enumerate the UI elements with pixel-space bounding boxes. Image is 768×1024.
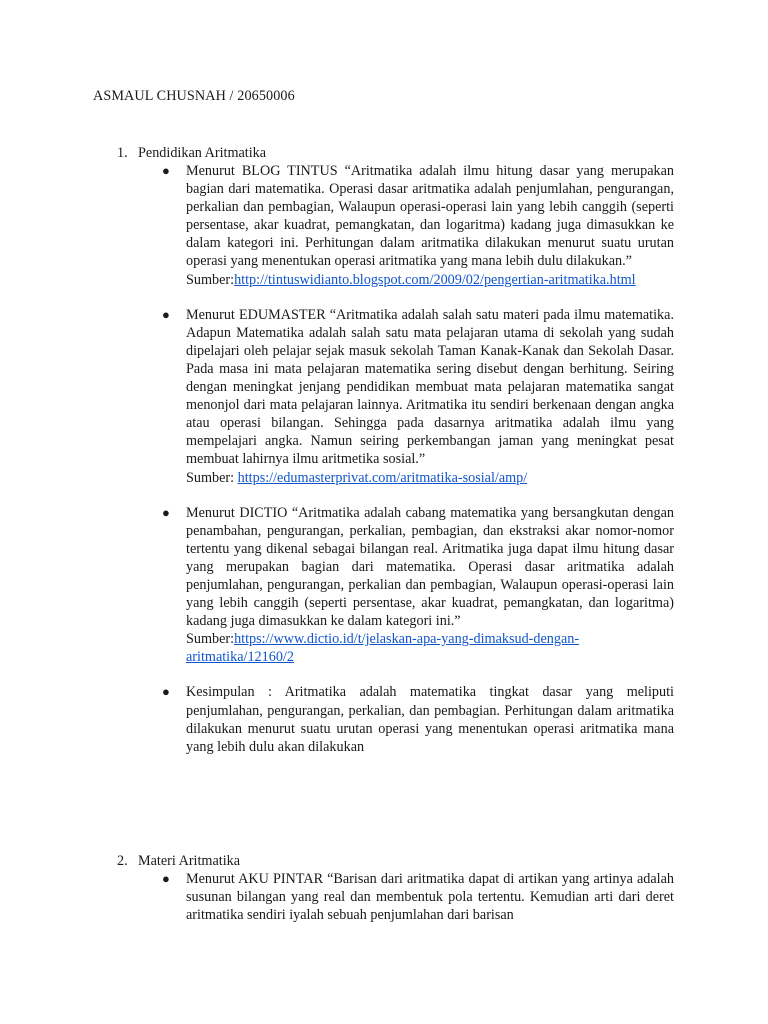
author-line: ASMAUL CHUSNAH / 20650006	[93, 88, 295, 104]
bullet-dot: ●	[162, 871, 170, 886]
section-number: 1.	[117, 145, 128, 161]
bullet-dot: ●	[162, 684, 170, 700]
spacer	[117, 666, 677, 683]
source-line	[186, 271, 674, 289]
list-item	[117, 306, 677, 487]
section-heading: Materi Aritmatika	[138, 853, 241, 869]
source-line	[186, 469, 674, 487]
bullet-dot: ●	[162, 163, 170, 178]
bullet-text: Menurut AKU PINTAR “Barisan dari aritmatika dapat di artikan yang artinya adalah susunan bilangan yang real dan membentuk pola tertentu. Kemudian arti dari deret aritmatika sendiri iyalah sebuah penjumlahan dari barisan	[186, 871, 674, 924]
source-link[interactable]: http://tintuswidianto.blogspot.com/2009/02/pengertian-aritmatika.html	[234, 271, 636, 288]
source-link[interactable]: https://www.dictio.id/t/jelaskan-apa-yang-dimaksud-dengan-aritmatika/12160/2	[186, 631, 580, 666]
source-line	[186, 630, 674, 666]
source-label: Sumber:	[186, 271, 235, 288]
section-materi-aritmatika	[117, 852, 677, 924]
list-item	[117, 683, 677, 755]
source-label: Sumber:	[186, 631, 235, 648]
section-title	[117, 144, 677, 162]
bullet-list	[117, 162, 677, 756]
section-number: 2.	[117, 853, 128, 869]
bullet-list	[117, 870, 677, 924]
list-item	[117, 870, 677, 924]
bullet-text: Menurut DICTIO “Aritmatika adalah cabang matematika yang bersangkutan dengan penambahan, pengurangan, perkalian, pembagian, dan ekstraksi akar nomor-nomor tertentu yang dikenal sebagai bilangan real. Aritmatika juga dapat ilmu hitung dasar yang merupakan bagian dari matematika. Operasi dasar aritmatika adalah penjumlahan, pengurangan, perkalian dan pembagian, Walaupun operasi-operasi lain yang lebih canggih (seperti persentase, akar kuadrat, pemangkatan, dan logaritma) kadang juga dimasukkan ke dalam kategori ini.”	[186, 504, 674, 630]
bullet-dot: ●	[162, 504, 170, 520]
source-link[interactable]: https://edumasterprivat.com/aritmatika-sosial/amp/	[237, 469, 528, 486]
bullet-dot: ●	[162, 306, 170, 322]
section-pendidikan-aritmatika	[117, 144, 677, 756]
bullet-text: Menurut BLOG TINTUS “Aritmatika adalah ilmu hitung dasar yang merupakan bagian dari matematika. Operasi dasar aritmatika adalah penjumlahan, pengurangan, perkalian dan pembagian, Walaupun operasi-operasi lain yang lebih canggih (seperti persentase, akar kuadrat, pemangkatan, dan logaritma) kadang juga dimasukkan ke dalam kategori ini. Perhitungan dalam aritmatika dilakukan menurut suatu urutan operasi yang menentukan operasi aritmatika yang mana lebih dulu dilakukan.”	[186, 163, 674, 270]
section-title	[117, 852, 677, 870]
section-heading: Pendidikan Aritmatika	[138, 145, 267, 161]
source-label: Sumber:	[186, 469, 238, 486]
list-item	[117, 162, 677, 289]
bullet-text: Kesimpulan : Aritmatika adalah matematika tingkat dasar yang meliputi penjumlahan, pengurangan, perkalian, dan pembagian. Perhitungan dalam aritmatika dilakukan menurut suatu urutan operasi yang menentukan operasi aritmatika mana yang lebih dulu akan dilakukan	[186, 684, 674, 755]
spacer	[117, 487, 677, 504]
bullet-text: Menurut EDUMASTER “Aritmatika adalah salah satu materi pada ilmu matematika. Adapun Matematika adalah salah satu mata pelajaran utama di sekolah yang sudah dipelajari oleh pelajar sejak masuk sekolah Taman Kanak-Kanak dan Sekolah Dasar. Pada masa ini mata pelajaran matematika sering disebut dengan berhitung. Seiring dengan meningkat jenjang pendidikan membuat mata pelajaran matematika sangat menonjol dari mata pelajaran lainnya. Aritmatika itu sendiri berkenaan dengan angka atau operasi bilangan. Sehingga pada dasarnya aritmatika adalah ilmu yang mempelajari angka. Namun seiring perkembangan jaman yang meningkat pesat membuat lahirnya ilmu aritmetika sosial.”	[186, 306, 674, 468]
list-item	[117, 504, 677, 667]
spacer	[117, 289, 677, 306]
